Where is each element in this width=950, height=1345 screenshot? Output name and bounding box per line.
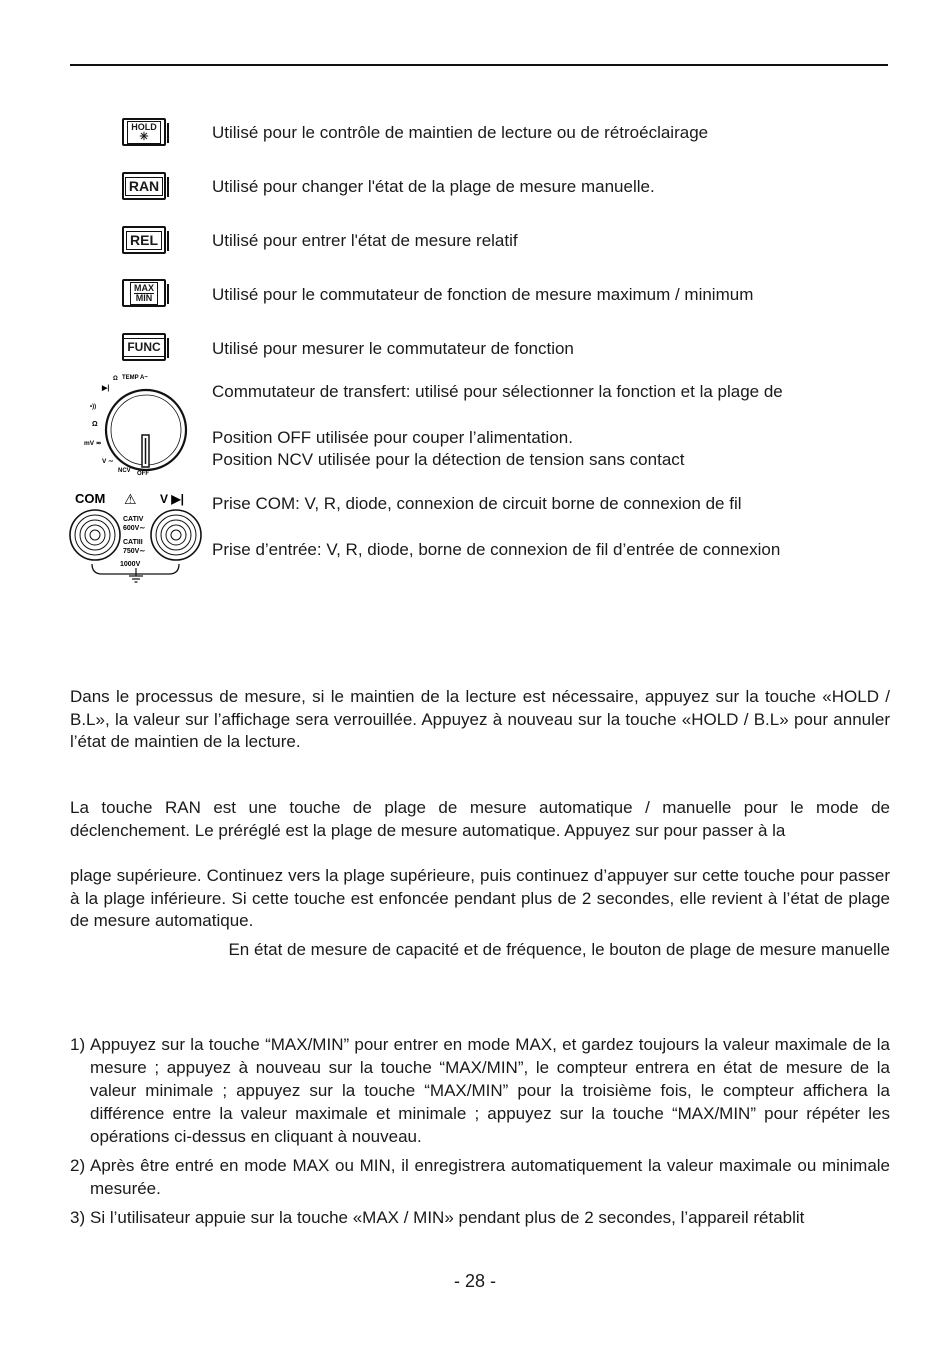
list-item (70, 1033, 890, 1148)
list-number: 2) (70, 1156, 86, 1175)
v-terminal-label: V ▶| (160, 492, 184, 506)
ran-key-icon (122, 172, 166, 200)
ran-paragraph-1: La touche RAN est une touche de plage de mesure automatique / manuelle pour le mode de déclenchement. Le préréglé est la plage de mesure automatique. Appuyez sur pour passer à la (70, 798, 890, 840)
input-terminal-description: Prise d’entrée: V, R, diode, borne de connexion de fil d’entrée de connexion (212, 540, 781, 559)
hold-key-description: Utilisé pour le contrôle de maintien de lecture ou de rétroéclairage (212, 123, 709, 142)
ran-key-description: Utilisé pour changer l'état de la plage de mesure manuelle. (212, 177, 655, 196)
input-terminals-illustration (66, 488, 208, 584)
dial-label-ncv: NCV (118, 468, 131, 474)
dial-description-line3: Position NCV utilisée pour la détection de tension sans contact (212, 450, 685, 469)
com-terminal-label: COM (75, 491, 106, 506)
list-item (70, 1206, 890, 1229)
hold-key-label: HOLD (131, 121, 157, 132)
list-number: 3) (70, 1208, 86, 1227)
func-key-description: Utilisé pour mesurer le commutateur de fonction (212, 339, 574, 358)
rel-key-label: REL (126, 231, 162, 250)
rel-key-description: Utilisé pour entrer l'état de mesure relatif (212, 231, 518, 250)
backlight-symbol: ✳ (139, 130, 149, 143)
dial-label-temp-amps: TEMP A~ (122, 375, 148, 381)
list-text: Si l’utilisateur appuie sur la touche «MAX / MIN» pendant plus de 2 secondes, l’appareil rétablit (90, 1208, 805, 1227)
rel-key-icon (122, 226, 166, 254)
ground-icon (129, 568, 143, 582)
dial-description-line1: Commutateur de transfert: utilisé pour sélectionner la fonction et la plage de (212, 382, 783, 401)
continuity-buzzer-icon: •)) (90, 404, 97, 410)
dial-label-ohm-top: Ω (113, 376, 118, 382)
com-socket (70, 510, 120, 560)
dial-description-line2: Position OFF utilisée pour couper l’alimentation. (212, 428, 573, 447)
min-label: MIN (135, 292, 153, 303)
hold-paragraph: Dans le processus de mesure, si le maintien de la lecture est nécessaire, appuyez sur la touche «HOLD / B.L», la valeur sur l’affichage sera verrouillée. Appuyez à nouveau sur la touche «HOLD / B.L» pour annuler l’état de maintien de la lecture. (70, 687, 890, 751)
diode-icon: ▶| (102, 385, 110, 392)
ran-key-label: RAN (125, 177, 163, 196)
max-label: MAX (134, 282, 154, 293)
maxmin-key-icon (122, 279, 166, 307)
cat4-label: CATIV (123, 516, 144, 523)
func-key-icon (122, 333, 166, 361)
func-key-label: FUNC (123, 338, 164, 357)
header-rule (70, 64, 888, 66)
cat3-voltage-label: 750V∼ (123, 548, 146, 555)
list-text: Après être entré en mode MAX ou MIN, il enregistrera automatiquement la valeur maximale ou minimale mesurée. (90, 1156, 890, 1198)
maxmin-key-description: Utilisé pour le commutateur de fonction de mesure maximum / minimum (212, 285, 754, 304)
list-text: Appuyez sur la touche “MAX/MIN” pour entrer en mode MAX, et gardez toujours la valeur maximale de la mesure ; appuyez à nouveau sur la touche “MAX/MIN”, le compteur entrera en état de mesure de la valeur minimale ; appuyez sur la touche “MAX/MIN” pour la troisième fois, le compteur affichera la différence entre la valeur maximale et minimale ; appuyez sur la touche “MAX/MIN” pour répéter les opérations ci-dessus en cliquant à nouveau. (90, 1035, 890, 1146)
page-number: - 28 - (453, 1271, 496, 1291)
cat3-label: CATIII (123, 539, 143, 546)
dial-label-mv: mV ≂ (84, 440, 102, 447)
list-number: 1) (70, 1035, 86, 1054)
list-item (70, 1154, 890, 1200)
max-voltage-label: 1000V (120, 561, 141, 568)
dial-label-off: OFF (137, 471, 149, 477)
rotary-dial-illustration (78, 368, 202, 480)
dial-label-ohm: Ω (92, 421, 98, 428)
v-input-socket (151, 510, 201, 560)
warning-icon: ⚠ (124, 491, 137, 507)
dial-label-v: V ∼ (102, 458, 114, 465)
hold-key-icon (122, 118, 166, 146)
ran-paragraph-2: plage supérieure. Continuez vers la plage supérieure, puis continuez d’appuyer sur cette touche pour passer à la plage inférieure. Si cette touche est enfoncée pendant plus de 2 secondes, elle revient à l’état de plage de mesure automatique. (70, 866, 890, 930)
com-terminal-description: Prise COM: V, R, diode, connexion de circuit borne de connexion de fil (212, 494, 742, 513)
cat4-voltage-label: 600V∼ (123, 525, 146, 532)
ran-note: En état de mesure de capacité et de fréquence, le bouton de plage de mesure manuelle (228, 940, 890, 959)
